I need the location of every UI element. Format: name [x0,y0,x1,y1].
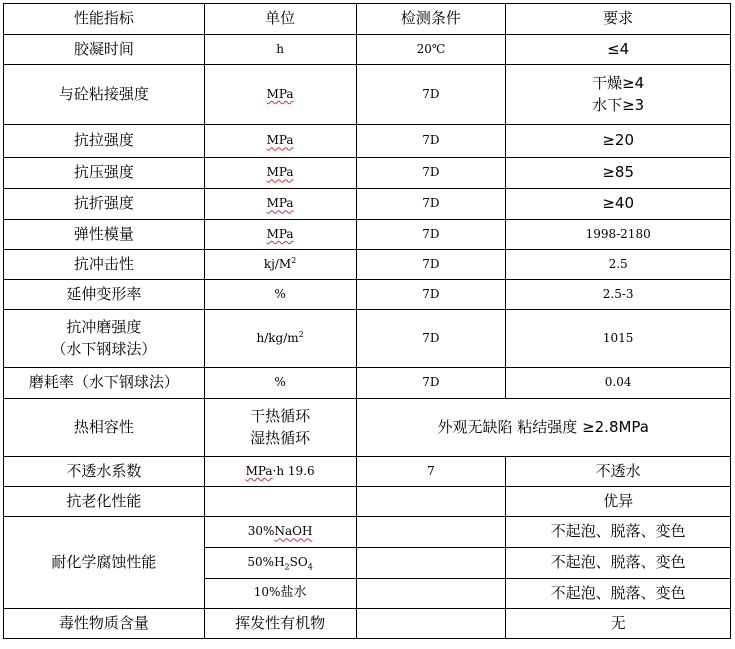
requirement-line: 干燥≥4 [592,73,645,92]
cell-condition: 7D [356,250,506,280]
unit-line: 湿热循环 [250,428,311,447]
table-row [4,609,731,639]
cell-unit: % [204,280,356,310]
table-row [4,517,731,548]
table-row [4,220,731,250]
table-row [4,189,731,220]
table-row [4,368,731,399]
cell-condition: 7D [356,158,506,189]
cell-condition: 7D [356,189,506,220]
cell-property: 胶凝时间 [4,35,205,65]
unit-text: kj/M [263,257,292,272]
unit-text-rest: NaOH [274,524,313,539]
requirement-line: 水下≥3 [592,95,645,114]
table-row [4,250,731,280]
unit-line: 干热循环 [250,406,311,425]
cell-property: 抗冲击性 [4,250,205,280]
cell-property: 与砼粘接强度 [4,65,205,125]
unit-text: h/kg/m [256,331,299,346]
cell-condition [356,579,506,609]
cell-requirement: 1015 [506,310,731,368]
cell-requirement: 无 [506,609,731,639]
cell-property: 延伸变形率 [4,280,205,310]
cell-condition: 20℃ [356,35,506,65]
header-condition: 检测条件 [356,4,506,35]
unit-superscript: 2 [298,330,304,340]
unit-superscript: 2 [291,256,297,266]
cell-unit [204,65,356,125]
unit-text: MPa [266,165,294,180]
cell-requirement: 1998-2180 [506,220,731,250]
header-requirement: 要求 [506,4,731,35]
cell-unit [204,158,356,189]
cell-property: 抗压强度 [4,158,205,189]
cell-requirement: ≥40 [506,189,731,220]
cell-condition [356,487,506,517]
cell-requirement: ≤4 [506,35,731,65]
cell-condition: 7D [356,280,506,310]
cell-requirement: 优异 [506,487,731,517]
cell-condition: 7D [356,368,506,399]
cell-requirement [506,65,731,125]
unit-text-rest: SO [289,554,308,569]
cell-unit [204,250,356,280]
cell-unit [204,399,356,457]
table-row [4,158,731,189]
cell-condition [356,548,506,579]
unit-text-rest: 盐水 [280,585,307,601]
cell-requirement: 2.5-3 [506,280,731,310]
cell-unit: % [204,368,356,399]
cell-requirement: 2.5 [506,250,731,280]
cell-requirement: 不透水 [506,457,731,487]
cell-requirement: 0.04 [506,368,731,399]
cell-property: 耐化学腐蚀性能 [4,517,205,609]
table-row [4,35,731,65]
unit-subscript: 2 [284,561,290,571]
unit-text: MPa [245,463,273,478]
cell-condition: 7D [356,220,506,250]
cell-unit [204,517,356,548]
unit-text-rest: ·h 19.6 [272,463,315,478]
unit-text: MPa [266,226,294,241]
cell-unit: 挥发性有机物 [204,609,356,639]
cell-requirement: 不起泡、脱落、变色 [506,548,731,579]
table-row [4,65,731,125]
cell-property: 抗拉强度 [4,125,205,158]
cell-unit [204,189,356,220]
cell-condition: 7D [356,310,506,368]
property-line: （水下钢球法） [51,339,157,358]
cell-requirement: ≥85 [506,158,731,189]
cell-unit [204,310,356,368]
table-row [4,457,731,487]
table-header-row [4,4,731,35]
header-unit: 单位 [204,4,356,35]
property-line: 抗冲磨强度 [66,317,142,336]
table-row [4,125,731,158]
cell-condition [356,609,506,639]
table-row [4,280,731,310]
unit-text: 10% [253,585,281,600]
unit-text: MPa [266,133,294,148]
header-property: 性能指标 [4,4,205,35]
cell-unit [204,548,356,579]
cell-condition: 7D [356,65,506,125]
cell-property: 不透水系数 [4,457,205,487]
cell-condition [356,517,506,548]
cell-requirement: 不起泡、脱落、变色 [506,579,731,609]
unit-subscript: 4 [307,561,313,571]
cell-merged-requirement: 外观无缺陷 粘结强度 ≥2.8MPa [356,399,730,457]
cell-unit [204,487,356,517]
cell-requirement: ≥20 [506,125,731,158]
cell-property [4,310,205,368]
unit-text: 50%H [247,554,285,569]
cell-unit [204,579,356,609]
cell-property: 抗老化性能 [4,487,205,517]
table-row [4,487,731,517]
unit-text: MPa [266,86,294,101]
cell-property: 磨耗率（水下钢球法） [4,368,205,399]
cell-property: 抗折强度 [4,189,205,220]
unit-text: MPa [266,196,294,211]
cell-condition: 7D [356,125,506,158]
unit-text: 30% [247,524,275,539]
cell-condition: 7 [356,457,506,487]
cell-unit [204,125,356,158]
cell-property: 毒性物质含量 [4,609,205,639]
table-row [4,310,731,368]
cell-property: 热相容性 [4,399,205,457]
cell-unit [204,220,356,250]
cell-requirement: 不起泡、脱落、变色 [506,517,731,548]
spec-table [3,3,731,639]
table-row [4,399,731,457]
cell-unit [204,457,356,487]
cell-unit: h [204,35,356,65]
cell-property: 弹性模量 [4,220,205,250]
